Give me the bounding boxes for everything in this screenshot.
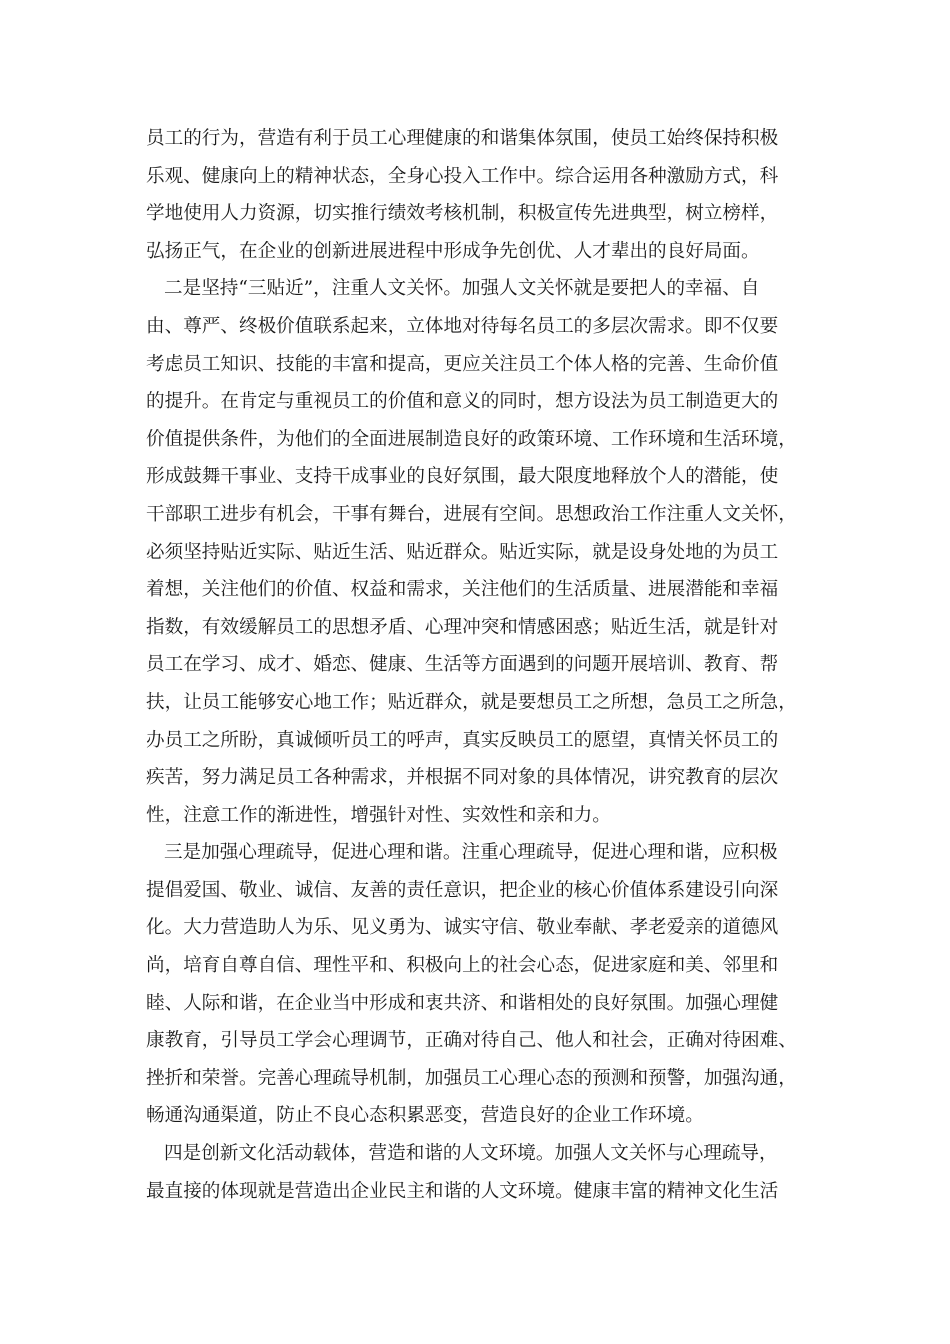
text-line: 考虑员工知识、技能的丰富和提高，更应关注员工个体人格的完善、生命价值 [146, 353, 779, 375]
text-line: 着想，关注他们的价值、权益和需求，关注他们的生活质量、进展潜能和幸福 [146, 579, 779, 601]
text-line: 由、尊严、终极价值联系起来，立体地对待每名员工的多层次需求。即不仅要 [146, 315, 779, 337]
text-line: 办员工之所盼，真诚倾听员工的呼声，真实反映员工的愿望，真情关怀员工的 [146, 729, 779, 751]
text-line: 睦、人际和谐，在企业当中形成和衷共济、和谐相处的良好氛围。加强心理健 [146, 992, 779, 1014]
text-line: 弘扬正气，在企业的创新进展进程中形成争先创优、人才辈出的良好局面。 [146, 240, 760, 262]
text-line: 价值提供条件，为他们的全面进展制造良好的政策环境、工作环境和生活环境， [146, 428, 797, 450]
text-line: 指数，有效缓解员工的思想矛盾、心理冲突和情感困惑；贴近生活，就是针对 [146, 616, 779, 638]
text-line: 最直接的体现就是营造出企业民主和谐的人文环境。健康丰富的精神文化生活 [146, 1180, 779, 1202]
text-line: 康教育，引导员工学会心理调节，正确对待自己、他人和社会，正确对待困难、 [146, 1030, 797, 1052]
text-line: 二是坚持“三贴近”，注重人文关怀。加强人文关怀就是要把人的幸福、自 [164, 278, 760, 300]
text-line: 尚，培育自尊自信、理性平和、积极向上的社会心态，促进家庭和美、邻里和 [146, 955, 779, 977]
text-line: 干部职工进步有机会，干事有舞台，进展有空间。思想政治工作注重人文关怀， [146, 503, 797, 525]
text-line: 四是创新文化活动载体，营造和谐的人文环境。加强人文关怀与心理疏导， [164, 1143, 778, 1165]
body-text [146, 120, 806, 1210]
text-line: 挫折和荣誉。完善心理疏导机制，加强员工心理心态的预测和预警，加强沟通， [146, 1067, 797, 1089]
text-line: 乐观、健康向上的精神状态，全身心投入工作中。综合运用各种激励方式，科 [146, 165, 779, 187]
text-line: 员工的行为，营造有利于员工心理健康的和谐集体氛围，使员工始终保持积极 [146, 128, 779, 149]
text-line: 形成鼓舞干事业、支持干成事业的良好氛围，最大限度地释放个人的潜能，使 [146, 466, 779, 488]
text-line: 化。大力营造助人为乐、见义勇为、诚实守信、敬业奉献、孝老爱亲的道德风 [146, 917, 779, 939]
text-line: 员工在学习、成才、婚恋、健康、生活等方面遇到的问题开展培训、教育、帮 [146, 654, 779, 676]
text-line: 疾苦，努力满足员工各种需求，并根据不同对象的具体情况，讲究教育的层次 [146, 767, 779, 789]
text-line: 畅通沟通渠道，防止不良心态积累恶变，营造良好的企业工作环境。 [146, 1105, 704, 1127]
text-line: 学地使用人力资源，切实推行绩效考核机制，积极宣传先进典型，树立榜样， [146, 203, 779, 225]
text-line: 扶，让员工能够安心地工作；贴近群众，就是要想员工之所想，急员工之所急， [146, 691, 797, 713]
text-line: 必须坚持贴近实际、贴近生活、贴近群众。贴近实际，就是设身处地的为员工 [146, 541, 779, 563]
text-line: 三是加强心理疏导，促进心理和谐。注重心理疏导，促进心理和谐，应积极 [164, 842, 778, 864]
text-line: 性，注意工作的渐进性，增强针对性、实效性和亲和力。 [146, 804, 611, 826]
text-line: 提倡爱国、敬业、诚信、友善的责任意识，把企业的核心价值体系建设引向深 [146, 879, 779, 901]
text-line: 的提升。在肯定与重视员工的价值和意义的同时，想方设法为员工制造更大的 [146, 391, 779, 413]
